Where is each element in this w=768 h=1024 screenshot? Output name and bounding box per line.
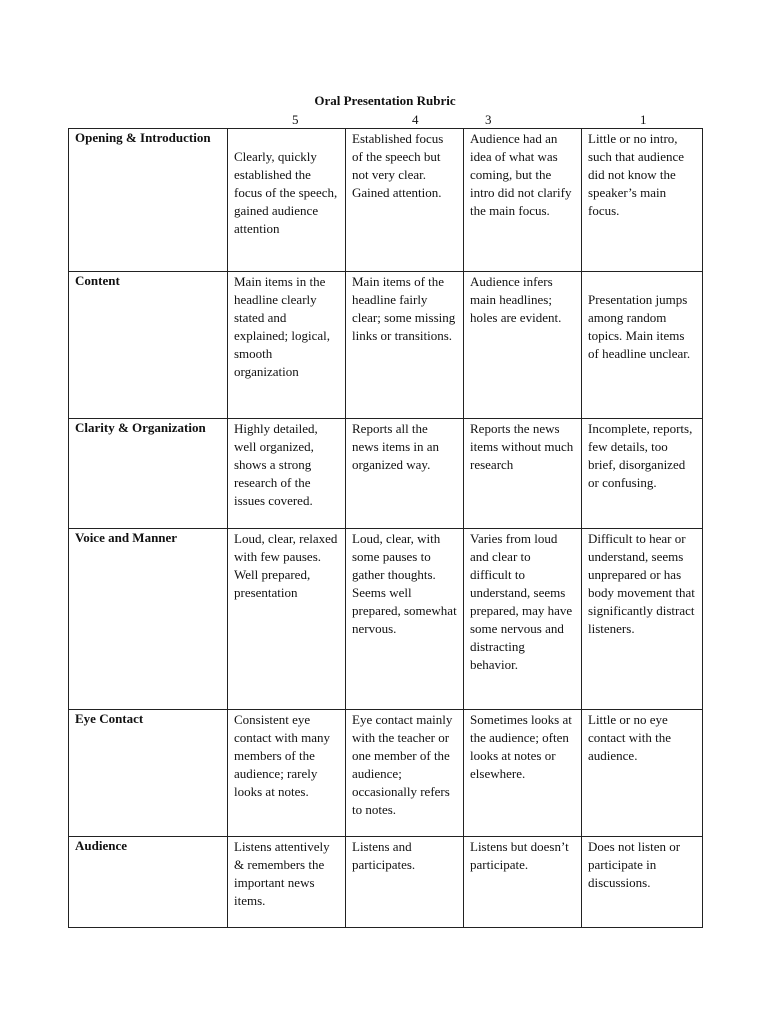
rubric-cell: Consistent eye contact with many members of the audience; rarely looks at notes. (228, 710, 346, 837)
table-row (69, 272, 703, 419)
rubric-cell: Clearly, quickly established the focus of the speech, gained audience attention (228, 129, 346, 272)
rubric-cell: Listens and participates. (346, 837, 464, 928)
rubric-cell: Reports the news items without much research (464, 419, 582, 529)
rubric-cell: Listens attentively & remembers the important news items. (228, 837, 346, 928)
rubric-cell: Eye contact mainly with the teacher or one member of the audience; occasionally refers to notes. (346, 710, 464, 837)
table-row (69, 529, 703, 710)
criterion-cell: Clarity & Organization (69, 419, 228, 529)
table-row (69, 419, 703, 529)
criterion-cell: Eye Contact (69, 710, 228, 837)
criterion-cell: Content (69, 272, 228, 419)
rubric-cell: Audience had an idea of what was coming, but the intro did not clarify the main focus. (464, 129, 582, 272)
rubric-cell: Does not listen or participate in discussions. (582, 837, 703, 928)
rubric-cell: Sometimes looks at the audience; often looks at notes or elsewhere. (464, 710, 582, 837)
table-row (69, 129, 703, 272)
rubric-cell: Loud, clear, with some pauses to gather thoughts. Seems well prepared, somewhat nervous. (346, 529, 464, 710)
rubric-cell: Difficult to hear or understand, seems unprepared or has body movement that significantly distract listeners. (582, 529, 703, 710)
score-header-3: 3 (485, 112, 492, 127)
rubric-cell: Highly detailed, well organized, shows a strong research of the issues covered. (228, 419, 346, 529)
score-header-5: 5 (292, 112, 299, 127)
rubric-title: Oral Presentation Rubric (314, 93, 456, 108)
table-row (69, 837, 703, 928)
rubric-cell: Reports all the news items in an organized way. (346, 419, 464, 529)
rubric-cell: Presentation jumps among random topics. Main items of headline unclear. (582, 272, 703, 419)
rubric-cell: Listens but doesn’t participate. (464, 837, 582, 928)
table-row (69, 710, 703, 837)
rubric-cell: Main items in the headline clearly stated and explained; logical, smooth organization (228, 272, 346, 419)
rubric-cell: Established focus of the speech but not very clear. Gained attention. (346, 129, 464, 272)
criterion-cell: Voice and Manner (69, 529, 228, 710)
rubric-cell: Incomplete, reports, few details, too brief, disorganized or confusing. (582, 419, 703, 529)
criterion-cell: Opening & Introduction (69, 129, 228, 272)
score-header-4: 4 (412, 112, 419, 127)
rubric-cell: Audience infers main headlines; holes are evident. (464, 272, 582, 419)
rubric-cell: Loud, clear, relaxed with few pauses. Well prepared, presentation (228, 529, 346, 710)
score-header-1: 1 (640, 112, 647, 127)
rubric-cell: Varies from loud and clear to difficult to understand, seems prepared, may have some nervous and distracting behavior. (464, 529, 582, 710)
rubric-cell: Main items of the headline fairly clear; some missing links or transitions. (346, 272, 464, 419)
criterion-cell: Audience (69, 837, 228, 928)
rubric-table (68, 128, 703, 928)
rubric-cell: Little or no eye contact with the audience. (582, 710, 703, 837)
rubric-cell: Little or no intro, such that audience did not know the speaker’s main focus. (582, 129, 703, 272)
